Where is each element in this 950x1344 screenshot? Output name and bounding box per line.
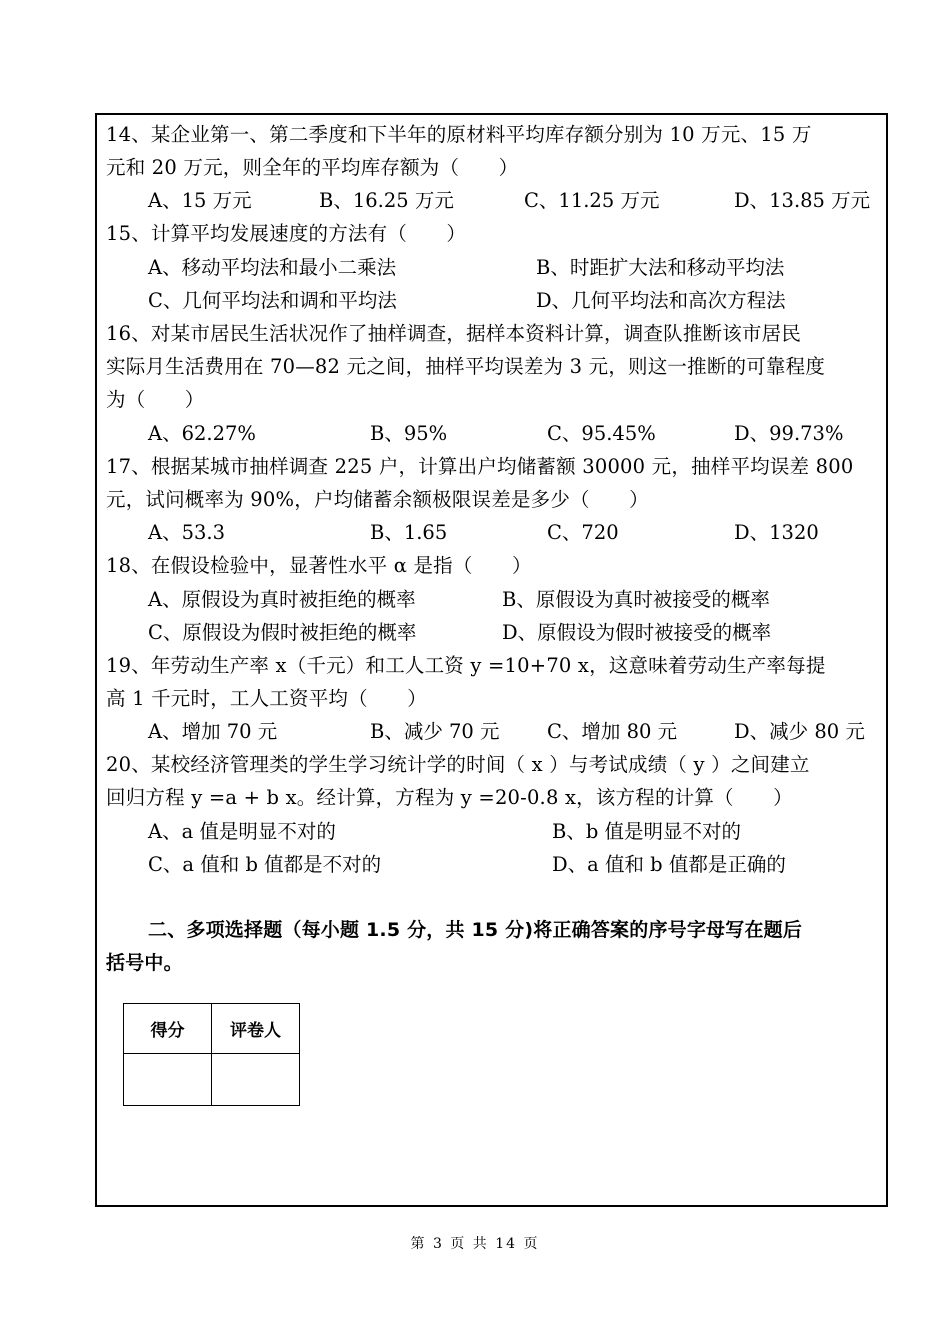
- question-14-option-c: C、11.25 万元: [524, 189, 660, 212]
- question-15-option-a: A、移动平均法和最小二乘法: [148, 256, 397, 279]
- score-cell[interactable]: [124, 1054, 212, 1106]
- question-20-option-b: B、b 值是明显不对的: [552, 820, 742, 843]
- question-16-line-2: 实际月生活费用在 70—82 元之间，抽样平均误差为 3 元，则这一推断的可靠程度: [106, 355, 826, 378]
- section-heading-line-1: 二、多项选择题（每小题 1.5 分，共 15 分)将正确答案的序号字母写在题后: [148, 919, 803, 941]
- question-18-option-a: A、原假设为真时被拒绝的概率: [148, 588, 416, 611]
- question-17-line-1: 17、根据某城市抽样调查 225 户，计算出户均储蓄额 30000 元，抽样平均误差 800: [106, 455, 854, 478]
- question-14-option-d: D、13.85 万元: [734, 189, 871, 212]
- question-16-option-d: D、99.73%: [734, 422, 844, 445]
- question-20-line-1: 20、某校经济管理类的学生学习统计学的时间（ x ）与考试成绩（ y ）之间建立: [106, 753, 810, 776]
- question-15-option-d: D、几何平均法和高次方程法: [536, 289, 786, 312]
- question-18-line-1: 18、在假设检验中，显著性水平 α 是指（ ）: [106, 554, 532, 577]
- score-header: 得分: [124, 1004, 212, 1054]
- question-15-line-1: 15、计算平均发展速度的方法有（ ）: [106, 222, 467, 245]
- question-18-option-b: B、原假设为真时被接受的概率: [502, 588, 770, 611]
- score-table: [123, 1003, 300, 1106]
- question-17-option-d: D、1320: [734, 521, 819, 544]
- question-14-line-2: 元和 20 万元，则全年的平均库存额为（ ）: [106, 156, 519, 179]
- question-16-line-1: 16、对某市居民生活状况作了抽样调查，据样本资料计算，调查队推断该市居民: [106, 322, 802, 345]
- question-16-line-3: 为（ ）: [106, 388, 205, 411]
- question-17-option-c: C、720: [547, 521, 619, 544]
- question-17-line-2: 元，试问概率为 90%，户均储蓄余额极限误差是多少（ ）: [106, 488, 649, 511]
- page-footer: 第 3 页 共 14 页: [410, 1236, 540, 1252]
- question-15-option-b: B、时距扩大法和移动平均法: [536, 256, 785, 279]
- question-14-option-b: B、16.25 万元: [319, 189, 454, 212]
- question-19-option-b: B、减少 70 元: [370, 720, 500, 743]
- question-16-option-a: A、62.27%: [148, 422, 256, 445]
- question-18-option-c: C、原假设为假时被拒绝的概率: [148, 621, 417, 644]
- question-14-line-1: 14、某企业第一、第二季度和下半年的原材料平均库存额分别为 10 万元、15 万: [106, 123, 812, 146]
- section-heading-line-2: 括号中。: [106, 952, 183, 974]
- question-14-option-a: A、15 万元: [148, 189, 252, 212]
- question-20-option-d: D、a 值和 b 值都是正确的: [552, 853, 786, 876]
- question-16-option-b: B、95%: [370, 422, 448, 445]
- question-20-option-c: C、a 值和 b 值都是不对的: [148, 853, 382, 876]
- question-19-line-1: 19、年劳动生产率 x（千元）和工人工资 y =10+70 x，这意味着劳动生产率每提: [106, 654, 826, 677]
- question-20-option-a: A、a 值是明显不对的: [148, 820, 336, 843]
- question-17-option-a: A、53.3: [148, 521, 226, 544]
- grader-header: 评卷人: [212, 1004, 300, 1054]
- question-19-line-2: 高 1 千元时，工人工资平均（ ）: [106, 687, 427, 710]
- question-17-option-b: B、1.65: [370, 521, 448, 544]
- question-20-line-2: 回归方程 y =a + b x。经计算，方程为 y =20-0.8 x，该方程的计算（ ）: [106, 786, 793, 809]
- question-16-option-c: C、95.45%: [547, 422, 656, 445]
- question-19-option-c: C、增加 80 元: [547, 720, 678, 743]
- question-19-option-d: D、减少 80 元: [734, 720, 865, 743]
- grader-cell[interactable]: [212, 1054, 300, 1106]
- question-15-option-c: C、几何平均法和调和平均法: [148, 289, 397, 312]
- question-19-option-a: A、增加 70 元: [148, 720, 278, 743]
- question-18-option-d: D、原假设为假时被接受的概率: [502, 621, 772, 644]
